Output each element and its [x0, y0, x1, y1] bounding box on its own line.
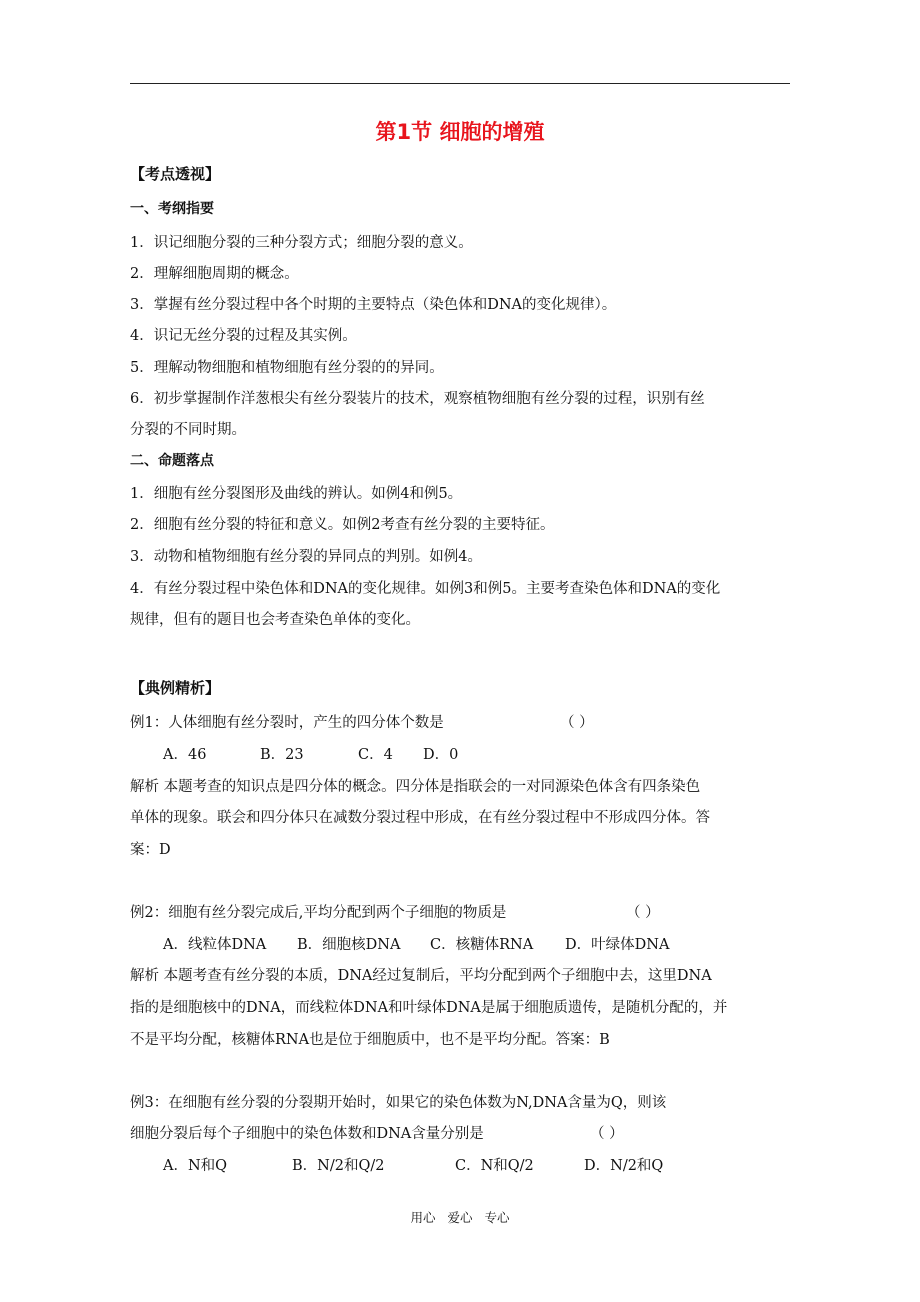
ex1-analysis-line: 解析 本题考查的知识点是四分体的概念。四分体是指联会的一对同源染色体含有四条染色: [130, 779, 701, 795]
ex1-analysis-line: 案：D: [130, 842, 171, 858]
ex2-question: 例2：细胞有丝分裂完成后,平均分配到两个子细胞的物质是: [130, 905, 507, 921]
page-footer: 用心 爱心 专心: [410, 1210, 510, 1225]
ex1-answer-bracket: （ ）: [560, 715, 594, 731]
section-dianli-heading: 【典例精析】: [130, 679, 221, 697]
header-rule: [130, 83, 790, 84]
ex3-question-line: 细胞分裂后每个子细胞中的染色体数和DNA含量分别是: [130, 1126, 484, 1142]
kaogang-item: 3．掌握有丝分裂过程中各个时期的主要特点（染色体和DNA的变化规律）。: [130, 297, 617, 313]
ex1-option-b: B．23: [260, 747, 304, 763]
ex1-option-c: C．4: [358, 747, 393, 763]
ex2-option-a: A．线粒体DNA: [163, 937, 267, 953]
ex3-option-a: A．N和Q: [163, 1158, 228, 1174]
mingti-item: 2．细胞有丝分裂的特征和意义。如例2考查有丝分裂的主要特征。: [130, 517, 555, 533]
ex1-option-d: D．0: [423, 747, 459, 763]
ex1-analysis-line: 单体的现象。联会和四分体只在减数分裂过程中形成，在有丝分裂过程中不形成四分体。答: [130, 810, 710, 826]
section-kaodian-heading: 【考点透视】: [130, 165, 221, 183]
ex2-option-d: D．叶绿体DNA: [565, 937, 670, 953]
ex3-answer-bracket: （ ）: [590, 1126, 624, 1142]
ex3-question-line: 例3：在细胞有丝分裂的分裂期开始时，如果它的染色体数为N,DNA含量为Q，则该: [130, 1095, 667, 1111]
ex2-option-c: C．核糖体RNA: [430, 937, 534, 953]
ex1-question: 例1：人体细胞有丝分裂时，产生的四分体个数是: [130, 715, 444, 731]
ex2-analysis-line: 指的是细胞核中的DNA，而线粒体DNA和叶绿体DNA是属于细胞质遗传，是随机分配的，并: [130, 1000, 728, 1016]
kaogang-heading: 一、考纲指要: [130, 201, 214, 217]
kaogang-item: 2．理解细胞周期的概念。: [130, 266, 299, 282]
kaogang-item: 6．初步掌握制作洋葱根尖有丝分裂装片的技术，观察植物细胞有丝分裂的过程，识别有丝: [130, 391, 705, 407]
ex1-option-a: A．46: [163, 747, 207, 763]
ex2-analysis-line: 解析 本题考查有丝分裂的本质，DNA经过复制后，平均分配到两个子细胞中去，这里DNA: [130, 968, 712, 984]
kaogang-item: 分裂的不同时期。: [130, 422, 246, 438]
kaogang-item: 4．识记无丝分裂的过程及其实例。: [130, 328, 357, 344]
ex2-analysis-line: 不是平均分配，核糖体RNA也是位于细胞质中，也不是平均分配。答案：B: [130, 1032, 610, 1048]
mingti-item: 4．有丝分裂过程中染色体和DNA的变化规律。如例3和例5。主要考查染色体和DNA的变化: [130, 581, 721, 597]
ex2-option-b: B．细胞核DNA: [297, 937, 401, 953]
ex3-option-b: B．N/2和Q/2: [292, 1158, 385, 1174]
mingti-item: 规律，但有的题目也会考查染色单体的变化。: [130, 612, 420, 628]
mingti-heading: 二、命题落点: [130, 453, 214, 469]
mingti-item: 1．细胞有丝分裂图形及曲线的辨认。如例4和例5。: [130, 486, 463, 502]
kaogang-item: 1．识记细胞分裂的三种分裂方式；细胞分裂的意义。: [130, 235, 473, 251]
mingti-item: 3．动物和植物细胞有丝分裂的异同点的判别。如例4。: [130, 549, 482, 565]
page-title: 第1节 细胞的增殖: [375, 120, 545, 144]
kaogang-item: 5．理解动物细胞和植物细胞有丝分裂的的异同。: [130, 360, 444, 376]
ex3-option-d: D．N/2和Q: [584, 1158, 664, 1174]
ex3-option-c: C．N和Q/2: [455, 1158, 534, 1174]
ex2-answer-bracket: （ ）: [626, 905, 660, 921]
